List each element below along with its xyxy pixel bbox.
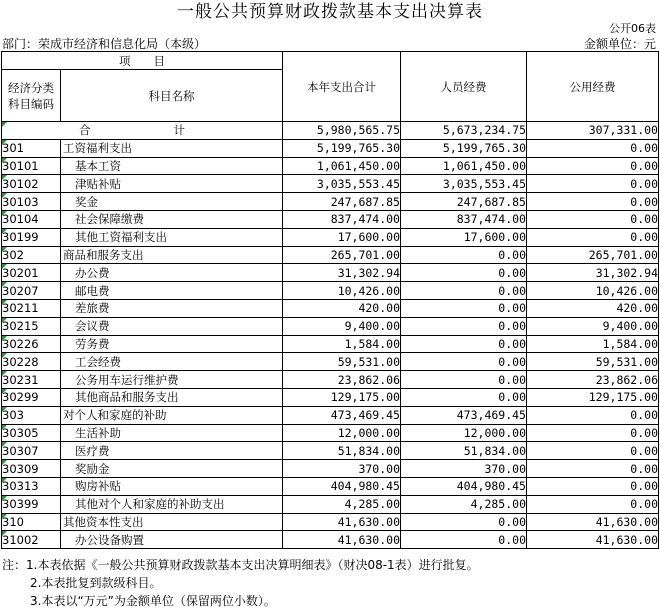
- row-code: 30231: [2, 371, 61, 389]
- row-name: 劳务费: [61, 335, 283, 353]
- row-name: 其他资本性支出: [61, 513, 283, 531]
- row-public: 0.00: [527, 139, 659, 157]
- total-public: 307,331.00: [527, 122, 659, 140]
- row-public: 0.00: [527, 193, 659, 211]
- row-name: 奖励金: [61, 460, 283, 478]
- row-public: 129,175.00: [527, 388, 659, 406]
- row-public: 0.00: [527, 406, 659, 424]
- cell-marker-icon: [2, 336, 7, 341]
- row-code: 30305: [2, 424, 61, 442]
- table-body: [2, 139, 659, 548]
- row-code: 30103: [2, 193, 61, 211]
- row-public: 420.00: [527, 299, 659, 317]
- row-total: 4,285.00: [283, 495, 401, 513]
- row-name: 生活补助: [61, 424, 283, 442]
- row-name: 津贴补贴: [61, 175, 283, 193]
- row-public: 0.00: [527, 460, 659, 478]
- cell-marker-icon: [2, 425, 7, 430]
- row-name: 公务用车运行维护费: [61, 371, 283, 389]
- row-code: 310: [2, 513, 61, 531]
- cell-marker-icon: [2, 442, 7, 447]
- row-total: 17,600.00: [283, 228, 401, 246]
- row-personnel: 3,035,553.45: [401, 175, 527, 193]
- row-code: 303: [2, 406, 61, 424]
- note-1: 注：1.本表依据《一般公共预算财政拨款基本支出决算明细表》（财决08-1表）进行批复。: [2, 558, 479, 572]
- row-total: 1,061,450.00: [283, 157, 401, 175]
- row-code: 30399: [2, 495, 61, 513]
- cell-marker-icon: [2, 282, 7, 287]
- table-row: [2, 157, 659, 175]
- row-name: 工会经费: [61, 353, 283, 371]
- cell-marker-icon: [2, 514, 7, 519]
- table-row: [2, 531, 659, 549]
- cell-marker-icon: [2, 229, 7, 234]
- row-total: 837,474.00: [283, 210, 401, 228]
- header-public: 公用经费: [527, 52, 659, 122]
- form-code: 公开06表: [609, 22, 656, 35]
- cell-marker-icon: [2, 264, 7, 269]
- department-label: 部门：荣成市经济和信息化局（本级）: [2, 37, 207, 51]
- row-public: 0.00: [527, 228, 659, 246]
- note-3: 3.本表以“万元”为金额单位（保留两位小数）。: [30, 594, 276, 608]
- row-total: 12,000.00: [283, 424, 401, 442]
- header-personnel: 人员经费: [401, 52, 527, 122]
- row-name: 办公设备购置: [61, 531, 283, 549]
- table-row: [2, 246, 659, 264]
- notes: [2, 556, 479, 610]
- header-total: 本年支出合计: [283, 52, 401, 122]
- cell-marker-icon: [2, 140, 7, 145]
- row-code: 30199: [2, 228, 61, 246]
- row-code: 30226: [2, 335, 61, 353]
- header-name: 科目名称: [61, 70, 283, 122]
- cell-marker-icon: [2, 496, 7, 501]
- row-personnel: 5,199,765.30: [401, 139, 527, 157]
- row-public: 0.00: [527, 477, 659, 495]
- row-code: 30211: [2, 299, 61, 317]
- row-name: 社会保障缴费: [61, 210, 283, 228]
- header-item: 项 目: [2, 52, 283, 70]
- table-row: [2, 210, 659, 228]
- table-row: [2, 424, 659, 442]
- table-row: [2, 406, 659, 424]
- table-row: [2, 442, 659, 460]
- row-total: 59,531.00: [283, 353, 401, 371]
- row-code: 302: [2, 246, 61, 264]
- row-personnel: 17,600.00: [401, 228, 527, 246]
- cell-marker-icon: [2, 247, 7, 252]
- cell-marker-icon: [2, 407, 7, 412]
- table-row: [2, 175, 659, 193]
- row-name: 其他工资福利支出: [61, 228, 283, 246]
- row-personnel: 837,474.00: [401, 210, 527, 228]
- row-public: 0.00: [527, 424, 659, 442]
- row-public: 23,862.06: [527, 371, 659, 389]
- row-name: 邮电费: [61, 282, 283, 300]
- row-total: 10,426.00: [283, 282, 401, 300]
- row-personnel: 51,834.00: [401, 442, 527, 460]
- row-name: 基本工资: [61, 157, 283, 175]
- cell-marker-icon: [2, 389, 7, 394]
- row-name: 奖金: [61, 193, 283, 211]
- row-public: 9,400.00: [527, 317, 659, 335]
- row-total: 1,584.00: [283, 335, 401, 353]
- row-public: 10,426.00: [527, 282, 659, 300]
- row-public: 41,630.00: [527, 531, 659, 549]
- page-title: 一般公共预算财政拨款基本支出决算表: [177, 2, 483, 22]
- row-personnel: 0.00: [401, 531, 527, 549]
- row-code: 30201: [2, 264, 61, 282]
- row-personnel: 0.00: [401, 246, 527, 264]
- row-personnel: 12,000.00: [401, 424, 527, 442]
- row-public: 265,701.00: [527, 246, 659, 264]
- row-code: 30307: [2, 442, 61, 460]
- table-row: [2, 460, 659, 478]
- row-personnel: 1,061,450.00: [401, 157, 527, 175]
- row-code: 30102: [2, 175, 61, 193]
- row-public: 0.00: [527, 210, 659, 228]
- cell-marker-icon: [2, 193, 7, 198]
- cell-marker-icon: [2, 211, 7, 216]
- row-public: 0.00: [527, 442, 659, 460]
- row-total: 473,469.45: [283, 406, 401, 424]
- row-personnel: 0.00: [401, 264, 527, 282]
- row-code: 30215: [2, 317, 61, 335]
- cell-marker-icon: [2, 531, 7, 536]
- row-name: 会议费: [61, 317, 283, 335]
- table-row: [2, 139, 659, 157]
- cell-marker-icon: [2, 353, 7, 358]
- row-personnel: 0.00: [401, 335, 527, 353]
- row-name: 其他商品和服务支出: [61, 388, 283, 406]
- note-2: 2.本表批复到款级科目。: [30, 576, 162, 590]
- row-personnel: 0.00: [401, 317, 527, 335]
- row-public: 0.00: [527, 495, 659, 513]
- row-total: 23,862.06: [283, 371, 401, 389]
- row-total: 41,630.00: [283, 531, 401, 549]
- row-personnel: 404,980.45: [401, 477, 527, 495]
- row-code: 30207: [2, 282, 61, 300]
- row-personnel: 0.00: [401, 513, 527, 531]
- cell-marker-icon: [2, 371, 7, 376]
- row-total: 129,175.00: [283, 388, 401, 406]
- row-code: 30309: [2, 460, 61, 478]
- row-name: 商品和服务支出: [61, 246, 283, 264]
- row-code: 30299: [2, 388, 61, 406]
- row-public: 0.00: [527, 157, 659, 175]
- row-total: 5,199,765.30: [283, 139, 401, 157]
- header-code: 经济分类 科目编码: [2, 70, 61, 122]
- table-row: [2, 299, 659, 317]
- row-total: 247,687.85: [283, 193, 401, 211]
- table-row: [2, 495, 659, 513]
- row-code: 30104: [2, 210, 61, 228]
- table-row: [2, 371, 659, 389]
- table-row: [2, 388, 659, 406]
- row-total: 3,035,553.45: [283, 175, 401, 193]
- row-total: 404,980.45: [283, 477, 401, 495]
- row-name: 办公费: [61, 264, 283, 282]
- row-code: 30228: [2, 353, 61, 371]
- table-row: [2, 317, 659, 335]
- cell-marker-icon: [2, 300, 7, 305]
- table-row: [2, 264, 659, 282]
- row-name: 差旅费: [61, 299, 283, 317]
- amount-unit-label: 金额单位：元: [583, 37, 656, 51]
- cell-marker-icon: [2, 478, 7, 483]
- row-public: 59,531.00: [527, 353, 659, 371]
- cell-marker-icon: [2, 460, 7, 465]
- row-personnel: 4,285.00: [401, 495, 527, 513]
- row-personnel: 0.00: [401, 371, 527, 389]
- total-personnel: 5,673,234.75: [401, 122, 527, 140]
- row-personnel: 0.00: [401, 353, 527, 371]
- total-label: 合 计: [2, 122, 283, 140]
- cell-marker-icon: [2, 318, 7, 323]
- cell-marker-icon: [2, 122, 7, 127]
- row-name: 对个人和家庭的补助: [61, 406, 283, 424]
- row-public: 1,584.00: [527, 335, 659, 353]
- row-total: 51,834.00: [283, 442, 401, 460]
- row-name: 其他对个人和家庭的补助支出: [61, 495, 283, 513]
- cell-marker-icon: [2, 175, 7, 180]
- row-public: 31,302.94: [527, 264, 659, 282]
- row-personnel: 0.00: [401, 388, 527, 406]
- table-row: [2, 228, 659, 246]
- table-row: [2, 282, 659, 300]
- row-total: 9,400.00: [283, 317, 401, 335]
- total-amount: 5,980,565.75: [283, 122, 401, 140]
- row-code: 31002: [2, 531, 61, 549]
- expenditure-table: [1, 51, 659, 549]
- row-code: 301: [2, 139, 61, 157]
- table-row: [2, 353, 659, 371]
- row-total: 41,630.00: [283, 513, 401, 531]
- row-personnel: 0.00: [401, 282, 527, 300]
- table-row: [2, 335, 659, 353]
- row-personnel: 370.00: [401, 460, 527, 478]
- row-total: 31,302.94: [283, 264, 401, 282]
- row-name: 医疗费: [61, 442, 283, 460]
- row-total: 370.00: [283, 460, 401, 478]
- row-public: 0.00: [527, 175, 659, 193]
- row-public: 41,630.00: [527, 513, 659, 531]
- row-name: 购房补贴: [61, 477, 283, 495]
- row-name: 工资福利支出: [61, 139, 283, 157]
- row-total: 420.00: [283, 299, 401, 317]
- row-total: 265,701.00: [283, 246, 401, 264]
- row-code: 30313: [2, 477, 61, 495]
- row-code: 30101: [2, 157, 61, 175]
- table-row: [2, 513, 659, 531]
- table-row: [2, 193, 659, 211]
- row-personnel: 473,469.45: [401, 406, 527, 424]
- total-row: [2, 122, 659, 140]
- row-personnel: 0.00: [401, 299, 527, 317]
- row-personnel: 247,687.85: [401, 193, 527, 211]
- table-row: [2, 477, 659, 495]
- cell-marker-icon: [2, 158, 7, 163]
